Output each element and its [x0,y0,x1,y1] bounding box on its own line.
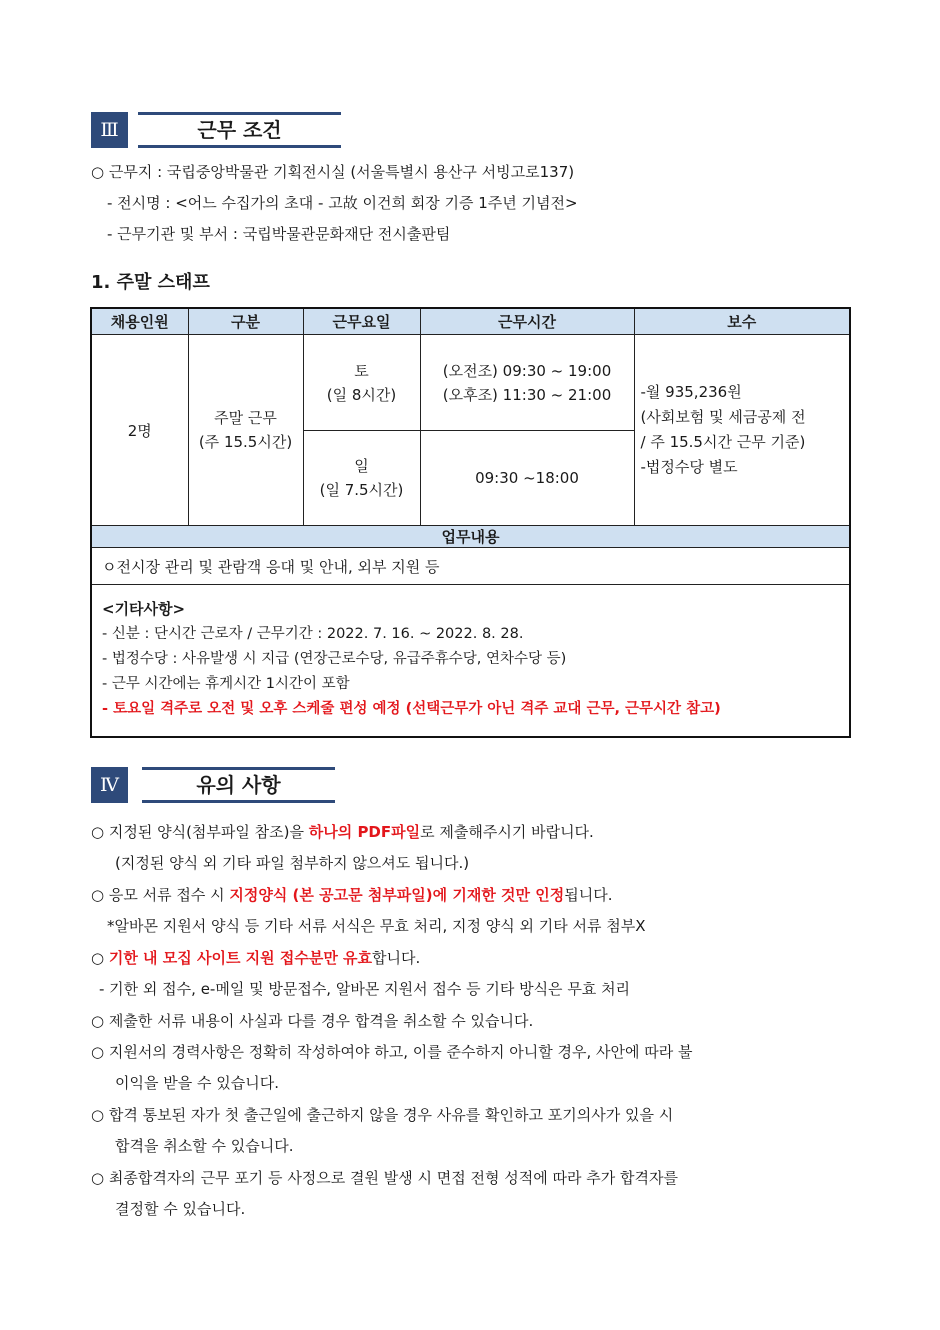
notice-highlight: 하나의 PDF파일 [308,823,421,841]
exhibition-line: - 전시명 : <어느 수집가의 초대 - 고故 이건희 회장 기증 1주년 기념전> [107,194,578,212]
notice-highlight: 지정양식 (본 공고문 첨부파일)에 기재한 것만 인정 [229,886,565,904]
section-3-numeral: Ⅲ [91,112,128,148]
saturday-label: 토 [354,361,369,380]
notice-line-1 [91,822,594,842]
pay-line: -법정수당 별도 [640,458,738,476]
pay-cell [634,335,850,526]
notice-line-13: 결정할 수 있습니다. [115,1200,246,1218]
morning-shift: (오전조) 09:30 ~ 19:00 [442,361,612,380]
section-3-header [91,112,341,148]
notice-line-2: (지정된 양식 외 기타 파일 첨부하지 않으셔도 됩니다.) [115,854,470,872]
org-line: - 근무기관 및 부서 : 국립박물관문화재단 전시출판팀 [107,225,451,243]
etc-item: - 신분 : 단시간 근로자 / 근무기간 : 2022. 7. 16. ~ 2022. 8. 28. [102,626,524,642]
header-pay: 보수 [634,308,850,335]
notice-line-6: - 기한 외 접수, e-메일 및 방문접수, 알바몬 지원서 접수 등 기타 방식은 무효 처리 [99,980,631,998]
notice-line-8: ○ 지원서의 경력사항은 정확히 작성하여야 하고, 이를 준수하지 아니할 경우, 사안에 따라 불 [91,1043,693,1061]
notice-line-10: ○ 합격 통보된 자가 첫 출근일에 출근하지 않을 경우 사유를 확인하고 포기의사가 있을 시 [91,1106,674,1124]
saturday-hours: (일 8시간) [326,385,397,404]
notice-line-3 [91,885,612,905]
sunday-time-cell: 09:30 ~18:00 [420,431,634,526]
saturday-time-cell [420,335,634,431]
category-line: (주 15.5시간) [198,433,293,451]
notice-line-4: *알바몬 지원서 양식 등 기타 서류 서식은 무효 처리, 지정 양식 외 기타 서류 첨부X [107,917,646,935]
notice-text: 로 제출해주시기 바랍니다. [420,823,594,841]
notice-line-5 [91,948,420,968]
weekend-staff-title: 1. 주말 스태프 [91,272,210,293]
section-4-title: 유의 사항 [142,767,335,803]
notice-line-9: 이익을 받을 수 있습니다. [115,1074,279,1092]
etc-title: <기타사항> [102,600,186,618]
notice-line-7: ○ 제출한 서류 내용이 사실과 다를 경우 합격을 취소할 수 있습니다. [91,1012,534,1030]
table-header-row [91,308,850,335]
category-line: 주말 근무 [214,409,277,427]
pay-line: (사회보험 및 세금공제 전 [640,408,806,426]
duty-cell: ㅇ전시장 관리 및 관람객 응대 및 안내, 외부 지원 등 [91,548,850,585]
etc-cell [91,585,850,738]
duty-header: 업무내용 [91,526,850,548]
notice-line-11: 합격을 취소할 수 있습니다. [115,1137,294,1155]
notice-text: 됩니다. [564,886,613,904]
header-worktime: 근무시간 [420,308,634,335]
notice-text: ○ 응모 서류 접수 시 [91,886,230,904]
category-cell [188,335,303,526]
sunday-hours: (일 7.5시간) [319,481,404,499]
table-row-saturday [91,335,850,431]
pay-line: -월 935,236원 [640,383,742,401]
duty-row [91,548,850,585]
sunday-label: 일 [354,457,369,475]
notice-text: ○ 지정된 양식(첨부파일 참조)을 [91,823,309,841]
section-4-numeral: Ⅳ [91,767,128,803]
pay-line: / 주 15.5시간 근무 기준) [640,433,806,451]
saturday-cell [303,335,420,431]
header-headcount: 채용인원 [91,308,188,335]
section-4-header [91,767,336,803]
duty-header-row [91,526,850,548]
headcount-cell: 2명 [91,335,188,526]
sunday-cell [303,431,420,526]
workplace-line: ○ 근무지 : 국립중앙박물관 기획전시실 (서울특별시 용산구 서빙고로137) [91,163,575,181]
work-conditions-table [90,307,851,738]
notice-highlight: 기한 내 모집 사이트 지원 접수분만 유효 [108,949,373,967]
etc-item-highlight: - 토요일 격주로 오전 및 오후 스케줄 편성 예정 (선택근무가 아닌 격주 교대 근무, 근무시간 참고) [102,701,721,717]
notice-text: 합니다. [372,949,421,967]
notice-text: ○ [91,949,109,967]
notice-line-12: ○ 최종합격자의 근무 포기 등 사정으로 결원 발생 시 면접 전형 성적에 따라 추가 합격자를 [91,1169,678,1187]
section-3-title: 근무 조건 [138,112,341,148]
header-category: 구분 [188,308,303,335]
etc-row [91,585,850,738]
etc-item: - 근무 시간에는 휴게시간 1시간이 포함 [102,676,350,692]
afternoon-shift: (오후조) 11:30 ~ 21:00 [442,385,612,404]
etc-item: - 법정수당 : 사유발생 시 지급 (연장근로수당, 유급주휴수당, 연차수당 등) [102,651,567,667]
header-workday: 근무요일 [303,308,420,335]
